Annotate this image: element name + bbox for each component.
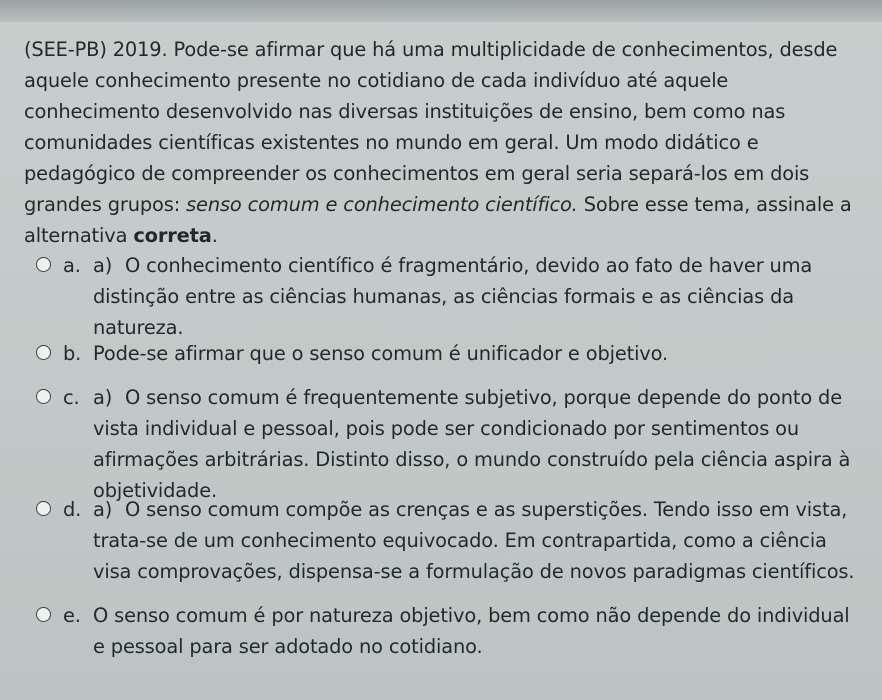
option-d[interactable]	[36, 494, 866, 600]
radio-button-b[interactable]	[36, 345, 51, 360]
option-letter-c: c.	[63, 386, 80, 409]
option-letter-b: b.	[63, 342, 82, 365]
option-letter-e: e.	[63, 604, 81, 627]
radio-button-d[interactable]	[36, 501, 51, 516]
question-emphasis: senso comum e conhecimento científico.	[186, 193, 578, 216]
option-a[interactable]	[36, 250, 866, 338]
option-e[interactable]	[36, 600, 866, 662]
option-body-b: Pode-se afirmar que o senso comum é unificador e objetivo.	[93, 342, 669, 365]
option-text-d	[93, 494, 866, 587]
question-intro: (SEE-PB) 2019. Pode-se afirmar que há uma multiplicidade de conhecimentos, desde aquele conhecimento presente no cotidiano de cada indivíduo até aquele conhecimento desenvolvido nas diversas instituições de ensino, bem como nas comunidades científicas existentes no mundo em geral. Um modo didático e pedagógico de compreender os conhecimentos em geral seria separá-los em dois grandes grupos:	[24, 38, 838, 216]
answer-options	[36, 250, 866, 662]
option-text-e	[93, 600, 866, 662]
option-letter-a: a.	[63, 254, 81, 277]
radio-button-a[interactable]	[36, 257, 51, 272]
option-prefix-d: a)	[93, 498, 113, 521]
option-prefix-a: a)	[93, 254, 113, 277]
radio-button-e[interactable]	[36, 607, 51, 622]
option-letter-d: d.	[63, 498, 82, 521]
top-edge	[0, 0, 882, 22]
option-text-c	[93, 382, 866, 506]
option-prefix-c: a)	[93, 386, 113, 409]
option-body-a: O conhecimento científico é fragmentário, devido ao fato de haver uma distinção entre as ciências humanas, as ciências formais e as ciências da natureza.	[93, 254, 813, 339]
question-correct-word: correta	[133, 224, 212, 247]
option-c[interactable]	[36, 382, 866, 502]
option-body-c: O senso comum é frequentemente subjetivo, porque depende do ponto de vista individual e pessoal, pois pode ser condicionado por sentimentos ou afirmações arbitrárias. Distinto disso, o mundo construído pela ciência aspira à objetividade.	[93, 386, 851, 502]
option-text-a	[93, 250, 866, 343]
option-b[interactable]	[36, 338, 866, 382]
question-end: .	[211, 224, 218, 247]
question-middle: Sobre esse tema, assinale a alternativa	[24, 193, 852, 247]
option-body-d: O senso comum compõe as crenças e as superstições. Tendo isso em vista, trata-se de um conhecimento equivocado. Em contrapartida, como a ciência visa comprovações, dispensa-se a formulação de novos paradigmas científicos.	[93, 498, 855, 583]
question-text	[24, 34, 854, 251]
radio-button-c[interactable]	[36, 389, 51, 404]
option-text-b	[93, 338, 866, 369]
option-body-e: O senso comum é por natureza objetivo, bem como não depende do individual e pessoal para ser adotado no cotidiano.	[93, 604, 850, 658]
